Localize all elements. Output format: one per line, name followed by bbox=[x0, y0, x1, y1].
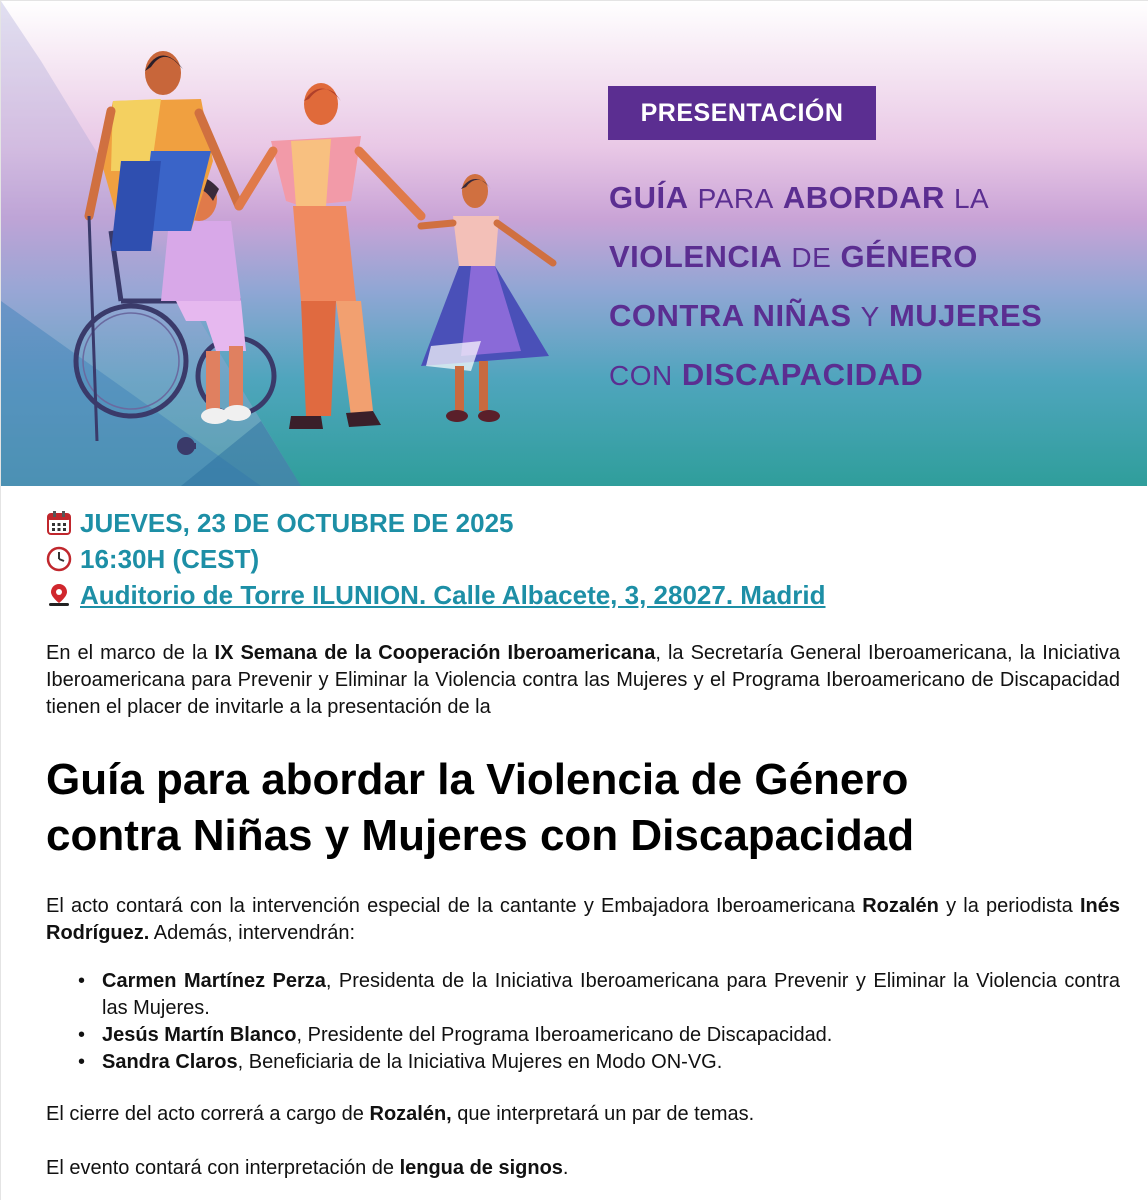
speaker-role: , Presidenta de la Iniciativa Iberoamericana para Prevenir y Eliminar la Violencia contra las Mujeres. bbox=[102, 970, 1120, 1019]
banner-title-word: CONTRA NIÑAS bbox=[609, 298, 852, 333]
sign-language-text: El evento contará con interpretación de bbox=[46, 1157, 400, 1179]
banner-title-word: GUÍA bbox=[609, 180, 689, 215]
presentation-badge bbox=[608, 86, 876, 140]
banner-title-word: DISCAPACIDAD bbox=[681, 357, 924, 392]
location-pin-icon bbox=[46, 582, 72, 608]
speaker-highlight: Inés Rodríguez. bbox=[46, 895, 1121, 944]
banner-title-word: VIOLENCIA bbox=[609, 239, 783, 274]
speakers-intro bbox=[46, 893, 1120, 947]
banner-title-word: Y bbox=[860, 301, 880, 332]
intro-text-rest: , la Secretaría General Iberoamericana, la Iniciativa Iberoamericana para Prevenir y Eliminar la Violencia contra las Mujeres y el Programa Iberoamericano de Discapacidad tienen el placer de invitarle a la presentación de la bbox=[46, 642, 1121, 718]
intro-bold-text: IX Semana de la Cooperación Iberoamericana bbox=[214, 642, 656, 664]
event-date-row bbox=[46, 505, 1046, 541]
banner-title-line-2 bbox=[609, 228, 1129, 287]
speaker-role: , Presidente del Programa Iberoamericano de Discapacidad. bbox=[296, 1024, 833, 1046]
girl-figure-right bbox=[421, 174, 553, 422]
list-item bbox=[78, 1022, 1120, 1049]
woman-figure-center bbox=[239, 83, 421, 429]
sign-language-text: . bbox=[562, 1157, 569, 1179]
banner-title-word: ABORDAR bbox=[782, 180, 945, 215]
event-time: 16:30H (CEST) bbox=[80, 543, 260, 574]
closing-paragraph bbox=[46, 1101, 1120, 1128]
event-location-link[interactable]: Auditorio de Torre ILUNION. Calle Albacete, 3, 28027. Madrid bbox=[80, 579, 826, 610]
speaker-name: Jesús Martín Blanco bbox=[102, 1024, 297, 1046]
event-location-row bbox=[46, 577, 1046, 613]
intro-text: En el marco de la bbox=[46, 642, 215, 664]
event-time-row bbox=[46, 541, 1046, 577]
closing-text: que interpretará un par de temas. bbox=[451, 1103, 755, 1125]
speakers-list bbox=[78, 968, 1120, 1076]
closing-text: El cierre del acto correrá a cargo de bbox=[46, 1103, 370, 1125]
banner-title-line-3 bbox=[609, 287, 1129, 346]
banner-title-word: MUJERES bbox=[888, 298, 1043, 333]
speaker-role: , Beneficiaria de la Iniciativa Mujeres en Modo ON-VG. bbox=[237, 1051, 723, 1073]
speakers-intro-text: Además, intervendrán: bbox=[149, 922, 356, 944]
banner-title-word: GÉNERO bbox=[840, 239, 978, 274]
event-date: JUEVES, 23 DE OCTUBRE DE 2025 bbox=[80, 507, 514, 538]
banner-title-word: LA bbox=[953, 183, 990, 214]
banner-title bbox=[609, 169, 1129, 405]
guide-title-line-1: Guía para abordar la Violencia de Género bbox=[46, 755, 909, 804]
speakers-intro-text: El acto contará con la intervención especial de la cantante y Embajadora Iberoamericana bbox=[46, 895, 863, 917]
speakers-intro-text: y la periodista bbox=[938, 895, 1080, 917]
speaker-highlight: Rozalén bbox=[862, 895, 939, 917]
clock-icon bbox=[46, 546, 72, 572]
banner-title-word: CON bbox=[609, 360, 673, 391]
list-item bbox=[78, 1049, 1120, 1076]
banner-title-word: DE bbox=[791, 242, 832, 273]
guide-title-line-2: contra Niñas y Mujeres con Discapacidad bbox=[46, 811, 915, 860]
speaker-name: Carmen Martínez Perza bbox=[102, 970, 326, 992]
presentation-badge-label: PRESENTACIÓN bbox=[640, 98, 844, 127]
calendar-icon bbox=[46, 510, 72, 536]
sign-language-highlight: lengua de signos bbox=[399, 1157, 563, 1179]
list-item bbox=[78, 968, 1120, 1022]
speaker-name: Sandra Claros bbox=[102, 1051, 238, 1073]
banner-title-line-4 bbox=[609, 346, 1129, 405]
intro-paragraph bbox=[46, 640, 1120, 721]
event-banner bbox=[1, 1, 1147, 486]
banner-title-word: PARA bbox=[697, 183, 774, 214]
sign-language-paragraph bbox=[46, 1155, 1120, 1182]
guide-title bbox=[46, 752, 1106, 864]
event-info bbox=[46, 505, 1046, 613]
closing-highlight: Rozalén, bbox=[369, 1103, 452, 1125]
banner-title-line-1 bbox=[609, 169, 1129, 228]
